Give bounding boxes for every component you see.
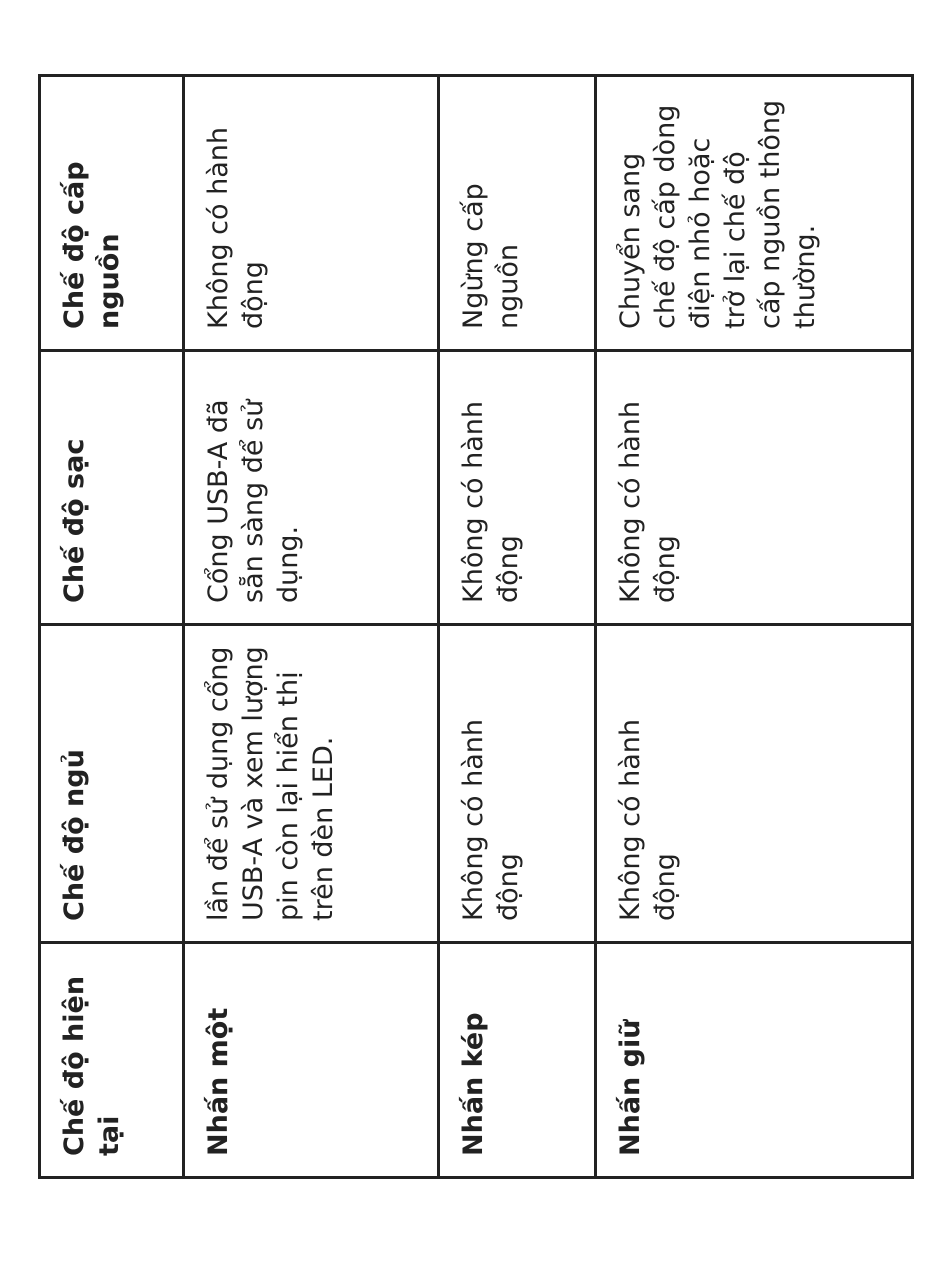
table-row bbox=[596, 76, 913, 1178]
table-cell: Không có hành động bbox=[439, 625, 596, 943]
header-current-mode: Chế độ hiện tại bbox=[40, 943, 184, 1178]
table-cell: Cổng USB-A đã sẵn sàng để sử dụng. bbox=[184, 351, 439, 625]
table-cell: Chuyển sang chế độ cấp dòng điện nhỏ hoặc trở lại chế độ cấp nguồn thông thường. bbox=[596, 76, 913, 351]
table-cell: Không có hành động bbox=[184, 76, 439, 351]
table-cell: lần để sử dụng cổng USB-A và xem lượng pin còn lại hiển thị trên đèn LED. bbox=[184, 625, 439, 943]
header-sleep-mode: Chế độ ngủ bbox=[40, 625, 184, 943]
header-power-supply-mode: Chế độ cấp nguồn bbox=[40, 76, 184, 351]
table-cell: Không có hành động bbox=[596, 625, 913, 943]
row-label-single-press: Nhấn một bbox=[184, 943, 439, 1178]
mode-action-table bbox=[38, 74, 914, 1179]
table-header-row bbox=[40, 76, 184, 1178]
row-label-double-press: Nhấn kép bbox=[439, 943, 596, 1178]
rotated-table-container bbox=[38, 77, 911, 1179]
table-cell: Không có hành động bbox=[596, 351, 913, 625]
table-row bbox=[184, 76, 439, 1178]
table-cell: Không có hành động bbox=[439, 351, 596, 625]
header-charging-mode: Chế độ sạc bbox=[40, 351, 184, 625]
table-cell: Ngừng cấp nguồn bbox=[439, 76, 596, 351]
row-label-hold-press: Nhấn giữ bbox=[596, 943, 913, 1178]
table-row bbox=[439, 76, 596, 1178]
